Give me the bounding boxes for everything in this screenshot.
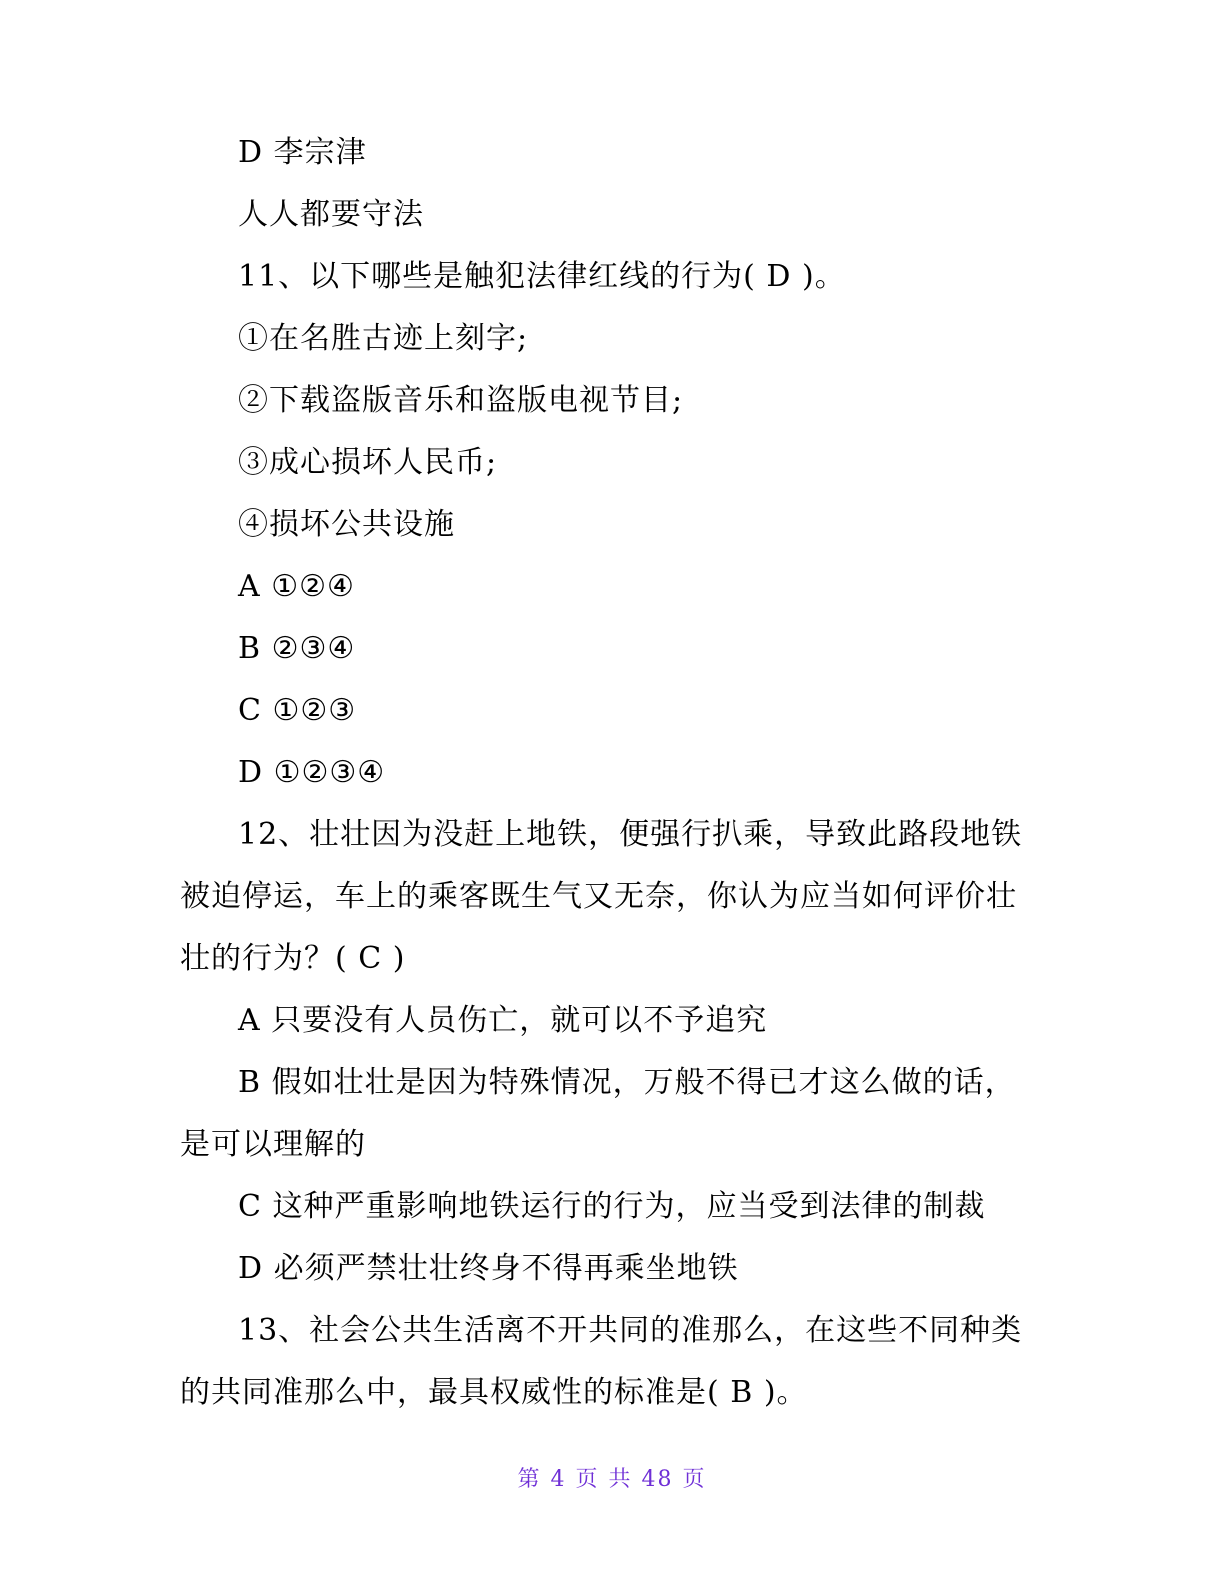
text-line: A 只要没有人员伤亡，就可以不予追究 <box>238 1003 768 1038</box>
text-line: D ①②③④ <box>238 755 386 790</box>
text-line: ②下载盗版音乐和盗版电视节目; <box>238 383 684 418</box>
text-line: B ②③④ <box>238 631 356 666</box>
text-line: D 李宗津 <box>238 135 367 170</box>
document-body <box>180 122 1040 1424</box>
text-line: ①在名胜古迹上刻字; <box>238 321 529 356</box>
text-line: 13、社会公共生活离不开共同的准那么，在这些不同种类 <box>238 1313 1023 1348</box>
text-line: A ①②④ <box>238 569 355 604</box>
text-line: B 假如壮壮是因为特殊情况，万般不得已才这么做的话， <box>238 1065 1016 1100</box>
text-line: C 这种严重影响地铁运行的行为，应当受到法律的制裁 <box>238 1189 986 1224</box>
text-line: D 必须严禁壮壮终身不得再乘坐地铁 <box>238 1251 739 1286</box>
text-line: 是可以理解的 <box>180 1127 366 1162</box>
text-line: 被迫停运，车上的乘客既生气又无奈，你认为应当如何评价壮 <box>180 879 1017 914</box>
page-footer: 第 4 页 共 48 页 <box>517 1467 707 1492</box>
text-line: 壮的行为？( C ) <box>180 941 406 976</box>
text-line: 人人都要守法 <box>238 197 424 232</box>
text-line: 的共同准那么中，最具权威性的标准是( B )。 <box>180 1375 808 1410</box>
text-line: ③成心损坏人民币; <box>238 445 498 480</box>
text-line: ④损坏公共设施 <box>238 507 455 542</box>
text-line: 12、壮壮因为没赶上地铁，便强行扒乘，导致此路段地铁 <box>238 817 1023 852</box>
text-line: 11、以下哪些是触犯法律红线的行为( D )。 <box>238 259 846 294</box>
text-line: C ①②③ <box>238 693 357 728</box>
